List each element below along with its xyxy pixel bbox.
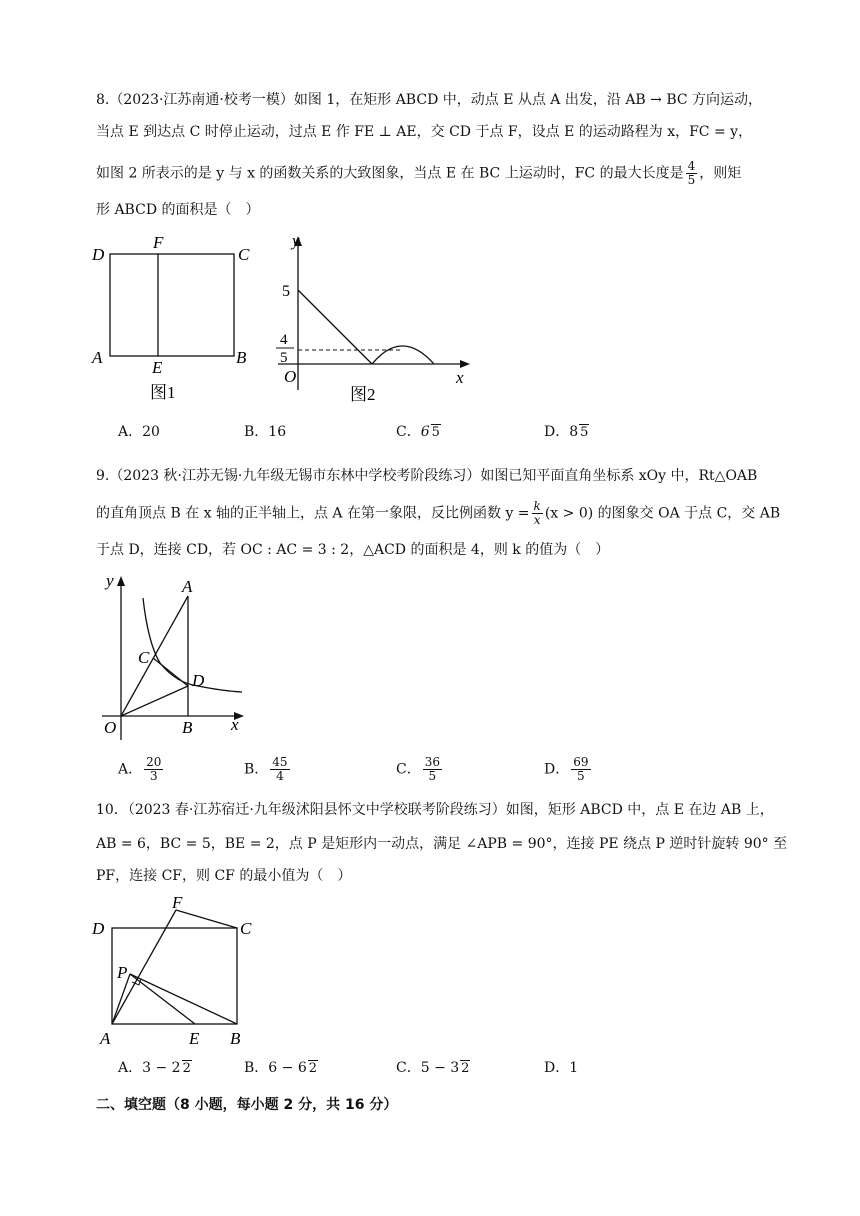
- figure-1-caption: 图1: [150, 383, 176, 402]
- q8-stem-line-3-text: 如图 2 所表示的是 y 与 x 的函数关系的大致图象，当点 E 在 BC 上运动时，FC 的最大长度是: [96, 165, 684, 182]
- label-d: D: [92, 245, 105, 264]
- q8-option-d-label: D．: [544, 424, 570, 440]
- q9-option-d-label: D．: [544, 761, 570, 778]
- q9-stem-line-3: 于点 D，连接 CD，若 OC : AC = 3 : 2，△ACD 的面积是 4，则 k 的值为（ ）: [96, 542, 610, 558]
- q9-fraction-num: k: [533, 499, 541, 513]
- q10-option-a[interactable]: [118, 1058, 192, 1078]
- label-b: B: [182, 718, 193, 737]
- label-x: x: [231, 715, 239, 734]
- label-c: C: [240, 919, 252, 938]
- q8-fraction-den: 5: [687, 173, 696, 187]
- q9-option-a-num: 20: [146, 755, 162, 769]
- label-y: y: [106, 571, 114, 590]
- label-f: F: [172, 893, 183, 912]
- q8-option-d[interactable]: [544, 422, 589, 442]
- q10-option-b[interactable]: [244, 1058, 318, 1078]
- q8-option-d-radicand: 5: [580, 425, 589, 440]
- label-a: A: [182, 577, 193, 596]
- q9-stem-line-1: 9.（2023 秋·江苏无锡·九年级无锡市东林中学校考阶段练习）如图已知平面直角坐标系 xOy 中，Rt△OAB: [96, 468, 758, 484]
- q9-fraction: [532, 500, 543, 527]
- label-p: P: [117, 963, 128, 982]
- q10-option-b-radicand: 2: [308, 1061, 318, 1076]
- q8-option-c-radicand: 5: [431, 425, 440, 440]
- q8-fraction: [686, 160, 698, 187]
- q9-option-c[interactable]: [396, 756, 444, 783]
- q10-option-d[interactable]: D．1: [544, 1060, 579, 1076]
- q8-option-c[interactable]: [396, 422, 441, 442]
- x-axis-arrow: [460, 360, 470, 368]
- label-a: A: [100, 1029, 111, 1048]
- label-five: 5: [282, 283, 290, 300]
- q10-option-a-sqrt: [182, 1060, 192, 1076]
- label-d: D: [92, 919, 105, 938]
- q9-option-b-fraction: [270, 756, 289, 783]
- q10-option-c-sqrt: [460, 1060, 470, 1076]
- label-x: x: [456, 368, 464, 387]
- y-axis-arrow: [117, 576, 125, 586]
- graph-arc: [372, 346, 434, 364]
- q10-option-a-label: A．: [118, 1060, 143, 1076]
- q8-fraction-num: 4: [687, 159, 696, 173]
- q9-option-d-num: 69: [573, 755, 589, 769]
- q8-stem-line-3-tail: ，则矩: [699, 165, 742, 182]
- q10-option-c[interactable]: [396, 1058, 470, 1078]
- q8-option-c-sqrt: [431, 424, 441, 440]
- rectangle-abcd: [110, 254, 234, 356]
- q8-stem-line-4: 形 ABCD 的面积是（ ）: [96, 202, 260, 218]
- q9-option-a[interactable]: [118, 756, 165, 783]
- q9-option-b-den: 4: [276, 769, 284, 783]
- segment-oa: [121, 596, 188, 716]
- label-y: y: [292, 231, 300, 250]
- q9-option-c-den: 5: [428, 769, 437, 783]
- q9-fraction-den: x: [533, 513, 541, 527]
- label-a: A: [92, 348, 103, 367]
- q8-stem-line-2: 当点 E 到达点 C 时停止运动，过点 E 作 FE ⊥ AE，交 CD 于点 F，设点 E 的运动路程为 x，FC = y，: [96, 124, 753, 140]
- q9-option-c-label: C．: [396, 761, 421, 778]
- label-frac-den: 5: [280, 350, 288, 366]
- q9-option-a-label: A．: [118, 761, 143, 778]
- q10-stem-line-1: 10．（2023 春·江苏宿迁·九年级沭阳县怀文中学校联考阶段练习）如图，矩形 ABCD 中，点 E 在边 AB 上，: [96, 802, 774, 818]
- q8-option-c-coef: 6: [420, 424, 430, 440]
- q9-option-a-den: 3: [149, 769, 158, 783]
- q9-stem-line-2-text: 的直角顶点 B 在 x 轴的正半轴上，点 A 在第一象限，反比例函数 y =: [96, 505, 530, 522]
- segment-od: [121, 686, 188, 716]
- label-f: F: [153, 233, 164, 252]
- q9-figure: [88, 568, 258, 746]
- label-e: E: [189, 1029, 200, 1048]
- q8-option-c-label: C．: [396, 424, 421, 440]
- segment-pb: [130, 974, 237, 1024]
- q8-option-b[interactable]: B．16: [244, 424, 287, 440]
- q10-option-c-label: C．: [396, 1060, 421, 1076]
- q10-option-b-label: B．: [244, 1060, 269, 1076]
- label-e: E: [152, 358, 163, 377]
- q10-option-a-radicand: 2: [182, 1061, 191, 1076]
- label-origin: O: [284, 367, 297, 386]
- q9-stem-line-2: [96, 500, 780, 527]
- section-heading-fill-in: 二、填空题（8 小题，每小题 2 分，共 16 分）: [96, 1097, 398, 1113]
- label-origin: O: [104, 718, 117, 737]
- q9-option-b-num: 45: [272, 755, 288, 769]
- q10-stem-line-3: PF，连接 CF，则 CF 的最小值为（ ）: [96, 868, 352, 884]
- q9-option-b[interactable]: [244, 756, 292, 783]
- label-c: C: [238, 245, 250, 264]
- q10-option-c-radicand: 2: [461, 1061, 470, 1076]
- q8-figure-1: [88, 232, 268, 404]
- label-b: B: [236, 348, 247, 367]
- q8-option-d-sqrt: [579, 424, 589, 440]
- q9-option-b-label: B．: [244, 761, 269, 778]
- q9-option-a-fraction: [144, 756, 163, 783]
- q9-option-d-den: 5: [577, 769, 585, 783]
- q9-option-c-num: 36: [424, 755, 440, 769]
- label-frac-num: 4: [280, 332, 288, 348]
- q8-stem-line-3: [96, 160, 741, 187]
- graph-line-segment: [298, 290, 372, 364]
- q10-option-b-sqrt: [308, 1060, 318, 1076]
- q10-option-c-expr: 5 − 3: [420, 1060, 460, 1076]
- rectangle-abcd: [112, 928, 237, 1024]
- label-d: D: [192, 671, 205, 690]
- segment-fc: [176, 910, 237, 928]
- q10-figure: [88, 890, 268, 1050]
- q10-option-a-expr: 3 − 2: [142, 1060, 181, 1076]
- q9-stem-line-2-tail: (x > 0) 的图象交 OA 于点 C，交 AB: [544, 505, 781, 522]
- q10-option-b-expr: 6 − 6: [268, 1060, 307, 1076]
- figure-2-caption: 图2: [350, 385, 376, 404]
- q9-option-d-fraction: [571, 756, 590, 783]
- q9-option-c-fraction: [423, 756, 442, 783]
- q8-option-a[interactable]: A．20: [118, 424, 160, 440]
- label-b: B: [230, 1029, 241, 1048]
- q8-option-d-coef: 8: [569, 424, 579, 440]
- q10-stem-line-2: AB = 6，BC = 5，BE = 2，点 P 是矩形内一动点，满足 ∠APB = 90°，连接 PE 绕点 P 逆时针旋转 90° 至: [96, 836, 788, 852]
- label-c: C: [138, 648, 150, 667]
- q9-option-d[interactable]: [544, 756, 593, 783]
- q8-figure-2: [270, 230, 480, 408]
- q8-stem-line-1: 8.（2023·江苏南通·校考一模）如图 1，在矩形 ABCD 中，动点 E 从点 A 出发，沿 AB → BC 方向运动，: [96, 92, 763, 108]
